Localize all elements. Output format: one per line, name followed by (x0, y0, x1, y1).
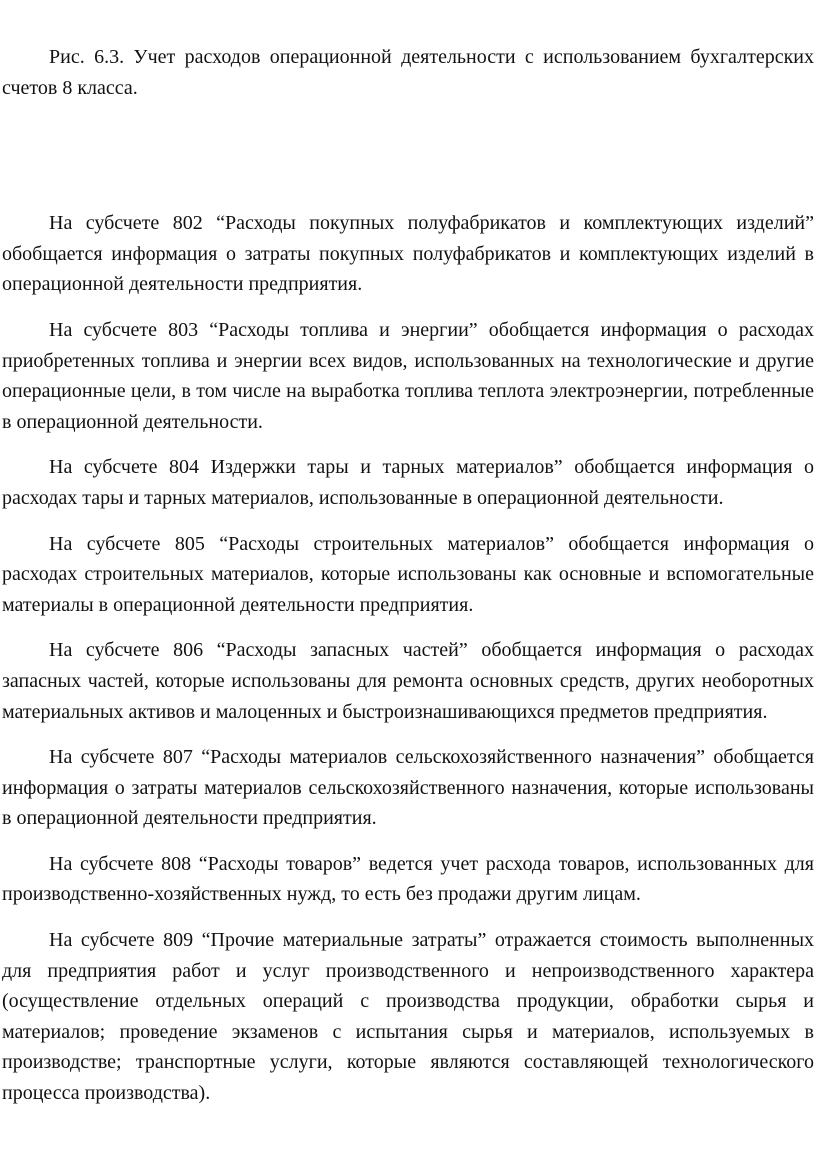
paragraph-subaccount-809: На субсчете 809 “Прочие материальные затраты” отражается стоимость выполненных для предприятия работ и услуг производственного и непроизводственного характера (осуществление отдельных операций с производства продукции, обработки сырья и материалов; проведение экзаменов с испытания сырья и материалов, используемых в производстве; транспортные услуги, которые являются составляющей технологического процесса производства). (2, 929, 814, 1105)
section-gap (2, 103, 814, 208)
paragraph-subaccount-804: На субсчете 804 Издержки тары и тарных материалов” обобщается информация о расходах тары и тарных материалов, использованные в операционной деятельности. (2, 456, 814, 509)
paragraph-subaccount-808: На субсчете 808 “Расходы товаров” ведется учет расхода товаров, использованных для производственно-хозяйственных нужд, то есть без продажи другим лицам. (2, 852, 814, 906)
figure-caption: Рис. 6.3. Учет расходов операционной деятельности с использованием бухгалтерских счетов 8 класса. (2, 46, 814, 99)
paragraph-subaccount-803: На субсчете 803 “Расходы топлива и энергии” обобщается информация о расходах приобретенных топлива и энергии всех видов, использованных на технологические и другие операционные цели, в том числе на выработка топлива теплота электроэнергии, потребленные в операционной деятельности. (2, 318, 814, 433)
paragraph-subaccount-807: На субсчете 807 “Расходы материалов сельскохозяйственного назначения” обобщается информация о затраты материалов сельскохозяйственного назначения, которые использованы в операционной деятельности предприятия. (2, 746, 814, 830)
paragraph-subaccount-805: На субсчете 805 “Расходы строительных материалов” обобщается информация о расходах строительных материалов, которые использованы как основные и вспомогательные материалы в операционной деятельности предприятия. (2, 532, 814, 616)
paragraph-subaccount-806: На субсчете 806 “Расходы запасных частей” обобщается информация о расходах запасных частей, которые использованы для ремонта основных средств, других необоротных материальных активов и малоценных и быстроизнашивающихся предметов предприятия. (2, 639, 814, 723)
paragraph-subaccount-802: На субсчете 802 “Расходы покупных полуфабрикатов и комплектующих изделий” обобщается информация о затраты покупных полуфабрикатов и комплектующих изделий в операционной деятельности предприятия. (2, 212, 814, 296)
